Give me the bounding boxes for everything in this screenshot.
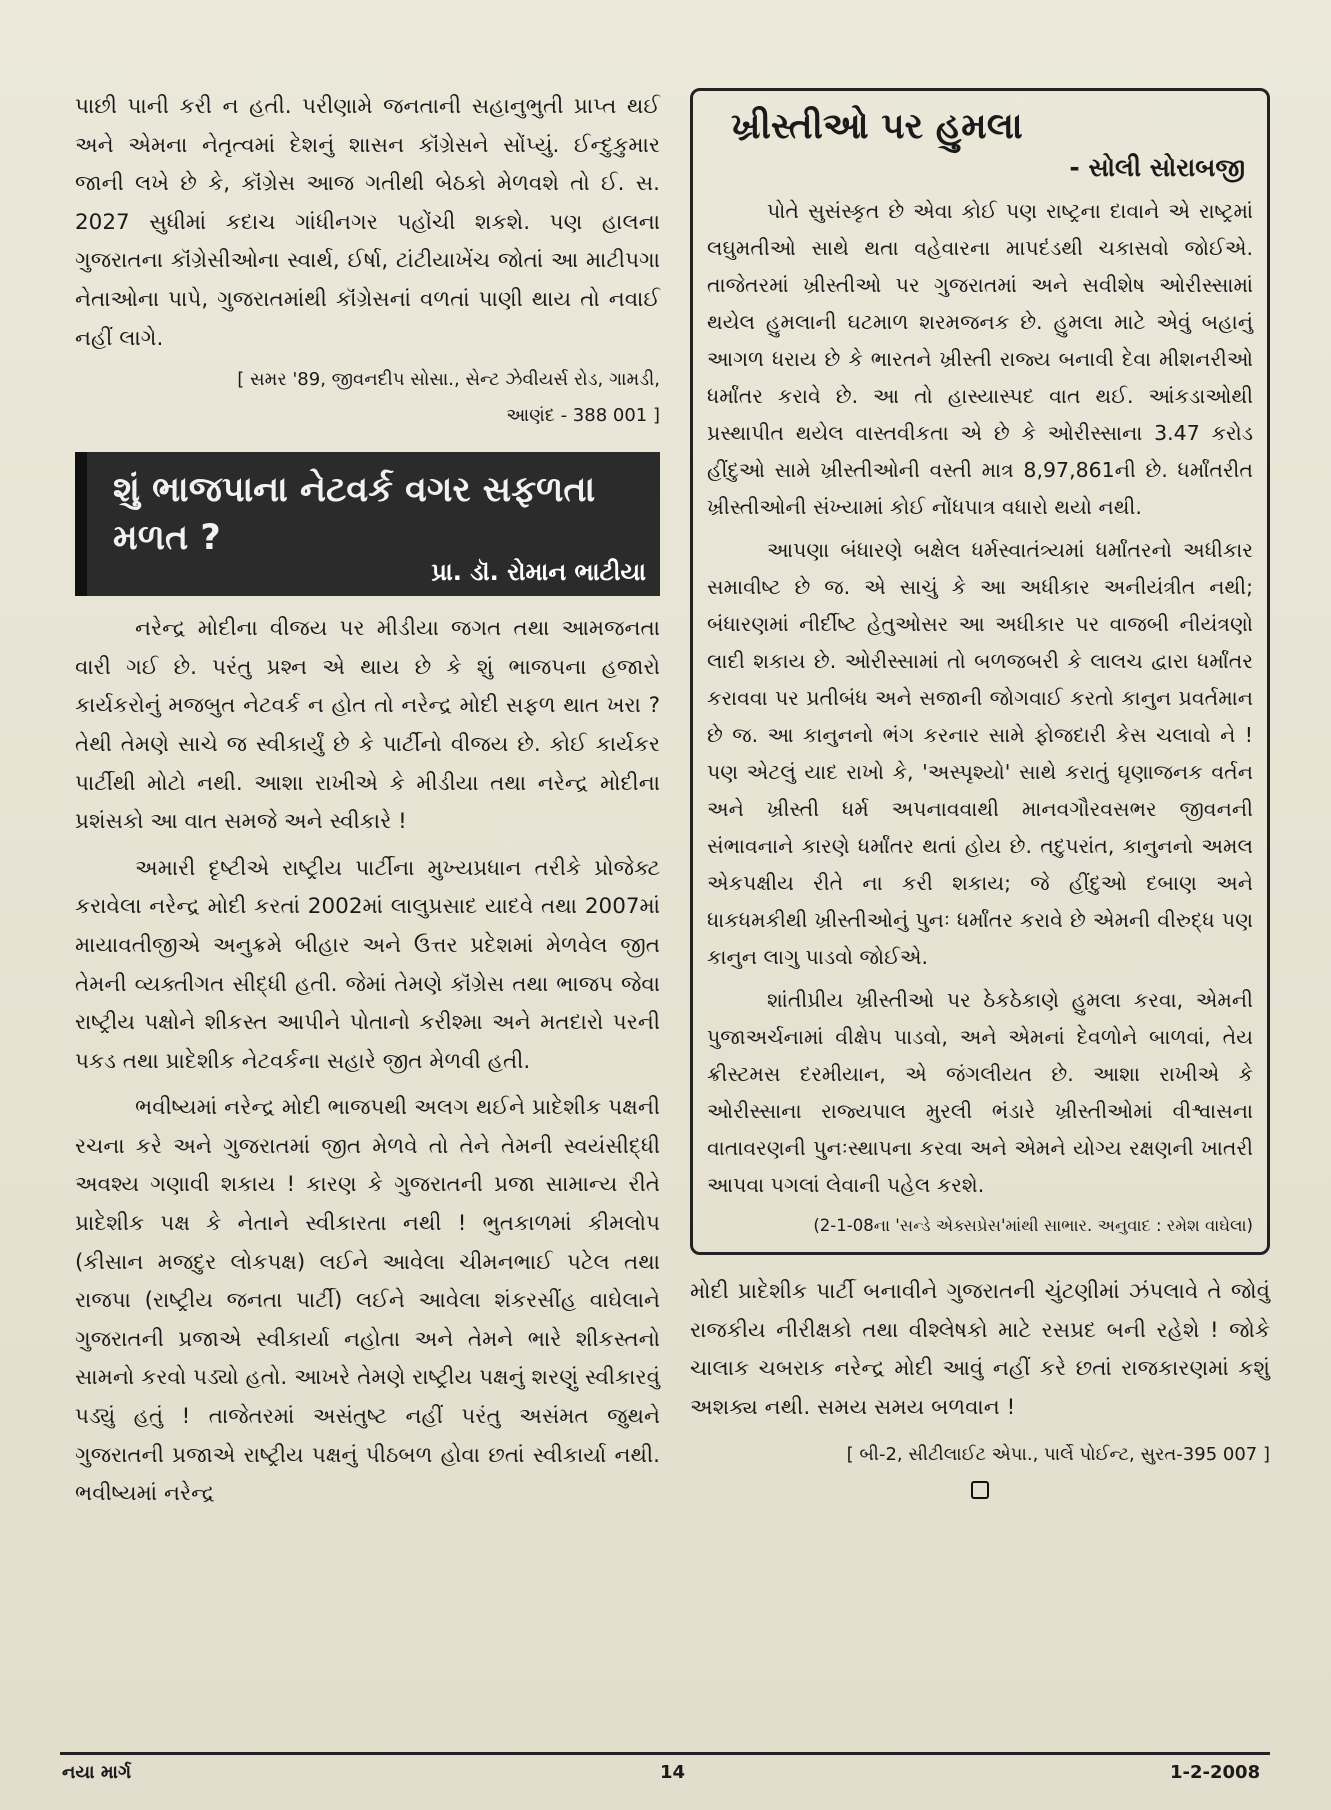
boxed-article-paragraph: પોતે સુસંસ્કૃત છે એવા કોઈ પણ રાષ્ટ્રના દાવાને એ રાષ્ટ્રમાં લઘુમતીઓ સાથે થતા વહેવારના માપદંડથી ચકાસવો જોઈએ. તાજેતરમાં ખ્રીસ્તીઓ પર ગુજરાતમાં અને સવીશેષ ઓરીસ્સામાં થયેલ હુમલાની ઘટમાળ શરમજનક છે. હુમલા માટે એવું બહાનું આગળ ધરાય છે કે ભારતને ખ્રીસ્તી રાજ્ય બનાવી દેવા મીશનરીઓ ધર્માંતર કરાવે છે. આ તો હાસ્યાસ્પદ વાત થઈ. આંકડાઓથી પ્રસ્થાપીત થયેલ વાસ્તવીકતા એ છે કે ઓરીસ્સાના 3.47 કરોડ હીંદુઓ સામે ખ્રીસ્તીઓની વસ્તી માત્ર 8,97,861ની છે. ધર્માંતરીત ખ્રીસ્તીઓની સંખ્યામાં કોઈ નોંધપાત્ર વધારો થયો નથી. (707, 199, 1253, 519)
boxed-article-source: (2-1-08ના 'સન્ડે એક્સપ્રેસ'માંથી સાભાર. અનુવાદ : રમેશ વાઘેલા) (813, 1216, 1253, 1235)
article-heading: શું ભાજપાના નેટવર્ક વગર સફળતા મળત ? (113, 470, 596, 559)
article-conclusion-paragraph: મોદી પ્રાદેશીક પાર્ટી બનાવીને ગુજરાતની ચુંટણીમાં ઝંપલાવે તે જોવું રાજકીય નીરીક્ષકો તથા વીશ્લેષકો માટે રસપ્રદ બની રહેશે ! જોકે ચાલાક ચબરાક નરેન્દ્ર મોદી આવું નહીં કરે છતાં રાજકારણમાં કશું અશક્ય નથી. સમય સમય બળવાન ! (690, 1279, 1270, 1420)
boxed-article-title: ખ્રીસ્તીઓ પર હુમલા (731, 106, 1023, 147)
left-column (75, 88, 660, 1514)
article-paragraph: અમારી દૃષ્ટીએ રાષ્ટ્રીય પાર્ટીના મુખ્યપ્રધાન તરીકે પ્રોજેક્ટ કરાવેલા નરેન્દ્ર મોદી કરતાં 2002માં લાલુપ્રસાદ યાદવે તથા 2007માં માયાવતીજીએ અનુક્રમે બીહાર અને ઉત્તર પ્રદેશમાં મેળવેલ જીત તેમની વ્યક્તીગત સીદ્ધી હતી. જેમાં તેમણે કૉંગ્રેસ તથા ભાજપ જેવા રાષ્ટ્રીય પક્ષોને શીકસ્ત આપીને પોતાનો કરીશ્મા અને મતદારો પરની પકડ તથા પ્રાદેશીક નેટવર્કના સહારે જીત મેળવી હતી. (75, 855, 660, 1074)
author-address (75, 362, 660, 434)
author-address-line1: [ સમર '89, જીવનદીપ સોસા., સેન્ટ ઝેવીયર્સ રોડ, ગામડી, (237, 369, 660, 391)
article-paragraph: ભવીષ્યમાં નરેન્દ્ર મોદી ભાજપથી અલગ થઈને પ્રાદેશીક પક્ષની રચના કરે અને ગુજરાતમાં જીત મેળવે તો તેને તેમની સ્વયંસીદ્ધી અવશ્ય ગણાવી શકાય ! કારણ કે ગુજરાતની પ્રજા સામાન્ય રીતે પ્રાદેશીક પક્ષ કે નેતાને સ્વીકારતા નથી ! ભુતકાળમાં કીમલોપ (કીસાન મજદુર લોકપક્ષ) લઈને આવેલા ચીમનભાઈ પટેલ તથા રાજપા (રાષ્ટ્રીય જનતા પાર્ટી) લઈને આવેલા શંકરસીંહ વાઘેલાને ગુજરાતની પ્રજાએ સ્વીકાર્યા નહોતા અને તેમને ભારે શીકસ્તનો સામનો કરવો પડ્યો હતો. આખરે તેમણે રાષ્ટ્રીય પક્ષનું શરણું સ્વીકારવું પડ્યું હતું ! તાજેતરમાં અસંતુષ્ટ નહીં પરંતુ અસંમત જુથને ગુજરાતની પ્રજાએ રાષ્ટ્રીય પક્ષનું પીઠબળ હોવા છતાં સ્વીકાર્યા નથી. ભવીષ્યમાં નરેન્દ્ર (75, 1095, 660, 1507)
article-heading-box (75, 452, 660, 596)
article-continuation-paragraph: પાછી પાની કરી ન હતી. પરીણામે જનતાની સહાનુભુતી પ્રાપ્ત થઈ અને એમના નેતૃત્વમાં દેશનું શાસન કૉંગ્રેસને સોંપ્યું. ઈન્દુકુમાર જાની લખે છે કે, કૉંગ્રેસ આજ ગતીથી બેઠકો મેળવશે તો ઈ. સ. 2027 સુધીમાં કદાચ ગાંધીનગર પહોંચી શકશે. પણ હાલના ગુજરાતના કૉંગ્રેસીઓના સ્વાર્થ, ઈર્ષા, ટાંટીયાખેંચ જોતાં આ માટીપગા નેતાઓના પાપે, ગુજરાતમાંથી કૉંગ્રેસનાં વળતાં પાણી થાય તો નવાઈ નહીં લાગે. (75, 94, 660, 351)
footer-rule (60, 1752, 1270, 1755)
boxed-article-author: - સોલી સોરાબજી (1069, 153, 1245, 182)
footer-date: 1-2-2008 (1170, 1762, 1261, 1783)
author-address: [ બી-2, સીટીલાઈટ એપા., પાર્લે પોઈન્ટ, સુરત-395 007 ] (846, 1444, 1270, 1466)
footer-magazine-name: નયા માર્ગ (62, 1762, 132, 1783)
footer-page-number: 14 (660, 1762, 686, 1783)
author-address-line2: આણંદ - 388 001 ] (506, 405, 660, 427)
article-paragraph: નરેન્દ્ર મોદીના વીજય પર મીડીયા જગત તથા આમજનતા વારી ગઈ છે. પરંતુ પ્રશ્ન એ થાય છે કે શું ભાજપના હજારો કાર્યકરોનું મજબુત નેટવર્ક ન હોત તો નરેન્દ્ર મોદી સફળ થાત ખરા ? તેથી તેમણે સાચે જ સ્વીકાર્યું છે કે પાર્ટીનો વીજય છે. કોઈ કાર્યકર પાર્ટીથી મોટો નથી. આશા રાખીએ કે મીડીયા તથા નરેન્દ્ર મોદીના પ્રશંસકો આ વાત સમજે અને સ્વીકારે ! (75, 616, 660, 835)
boxed-article-paragraph: આપણા બંધારણે બક્ષેલ ધર્મસ્વાતંત્ર્યમાં ધર્માંતરનો અધીકાર સમાવીષ્ટ છે જ. એ સાચું કે આ અધીકાર અનીયંત્રીત નથી; બંધારણમાં નીર્દીષ્ટ હેતુઓસર આ અધીકાર પર વાજબી નીયંત્રણો લાદી શકાય છે. ઓરીસ્સામાં તો બળજબરી કે લાલચ દ્વારા ધર્માંતર કરાવવા પર પ્રતીબંધ અને સજાની જોગવાઈ કરતો કાનુન પ્રવર્તમાન છે જ. આ કાનુનનો ભંગ કરનાર સામે ફોજદારી કેસ ચલાવો ને ! પણ એટલું યાદ રાખો કે, 'અસ્પૃશ્યો' સાથે કરાતું ઘૃણાજનક વર્તન અને ખ્રીસ્તી ધર્મ અપનાવવાથી માનવગૌરવસભર જીવનની સંભાવનાને કારણે ધર્માંતર થતાં હોય છે. તદુપરાંત, કાનુનનો અમલ એકપક્ષીય રીતે ના કરી શકાય; જે હીંદુઓ દબાણ અને ધાકધમકીથી ખ્રીસ્તીઓનું પુનઃ ધર્માંતર કરાવે છે એમની વીરુદ્ધ પણ કાનુન લાગુ પાડવો જોઈએ. (707, 538, 1253, 969)
heading-side-bar (75, 452, 87, 596)
right-column (690, 88, 1270, 1499)
boxed-article (690, 88, 1270, 1255)
end-mark-icon (971, 1481, 989, 1499)
boxed-article-paragraph: શાંતીપ્રીય ખ્રીસ્તીઓ પર ઠેકઠેકાણે હુમલા કરવા, એમની પુજાઅર્ચનામાં વીક્ષેપ પાડવો, અને એમનાં દેવળોને બાળવાં, તેય ક્રીસ્ટમસ દરમીયાન, એ જંગલીયત છે. આશા રાખીએ કે ઓરીસ્સાના રાજ્યપાલ મુરલી ભંડારે ખ્રીસ્તીઓમાં વીશ્વાસના વાતાવરણની પુનઃસ્થાપના કરવા અને એમને યોગ્ય રક્ષણની ખાતરી આપવા પગલાં લેવાની પહેલ કરશે. (707, 988, 1253, 1197)
article-author: પ્રા. ડૉ. રોમાન ભાટીયા (431, 558, 646, 587)
